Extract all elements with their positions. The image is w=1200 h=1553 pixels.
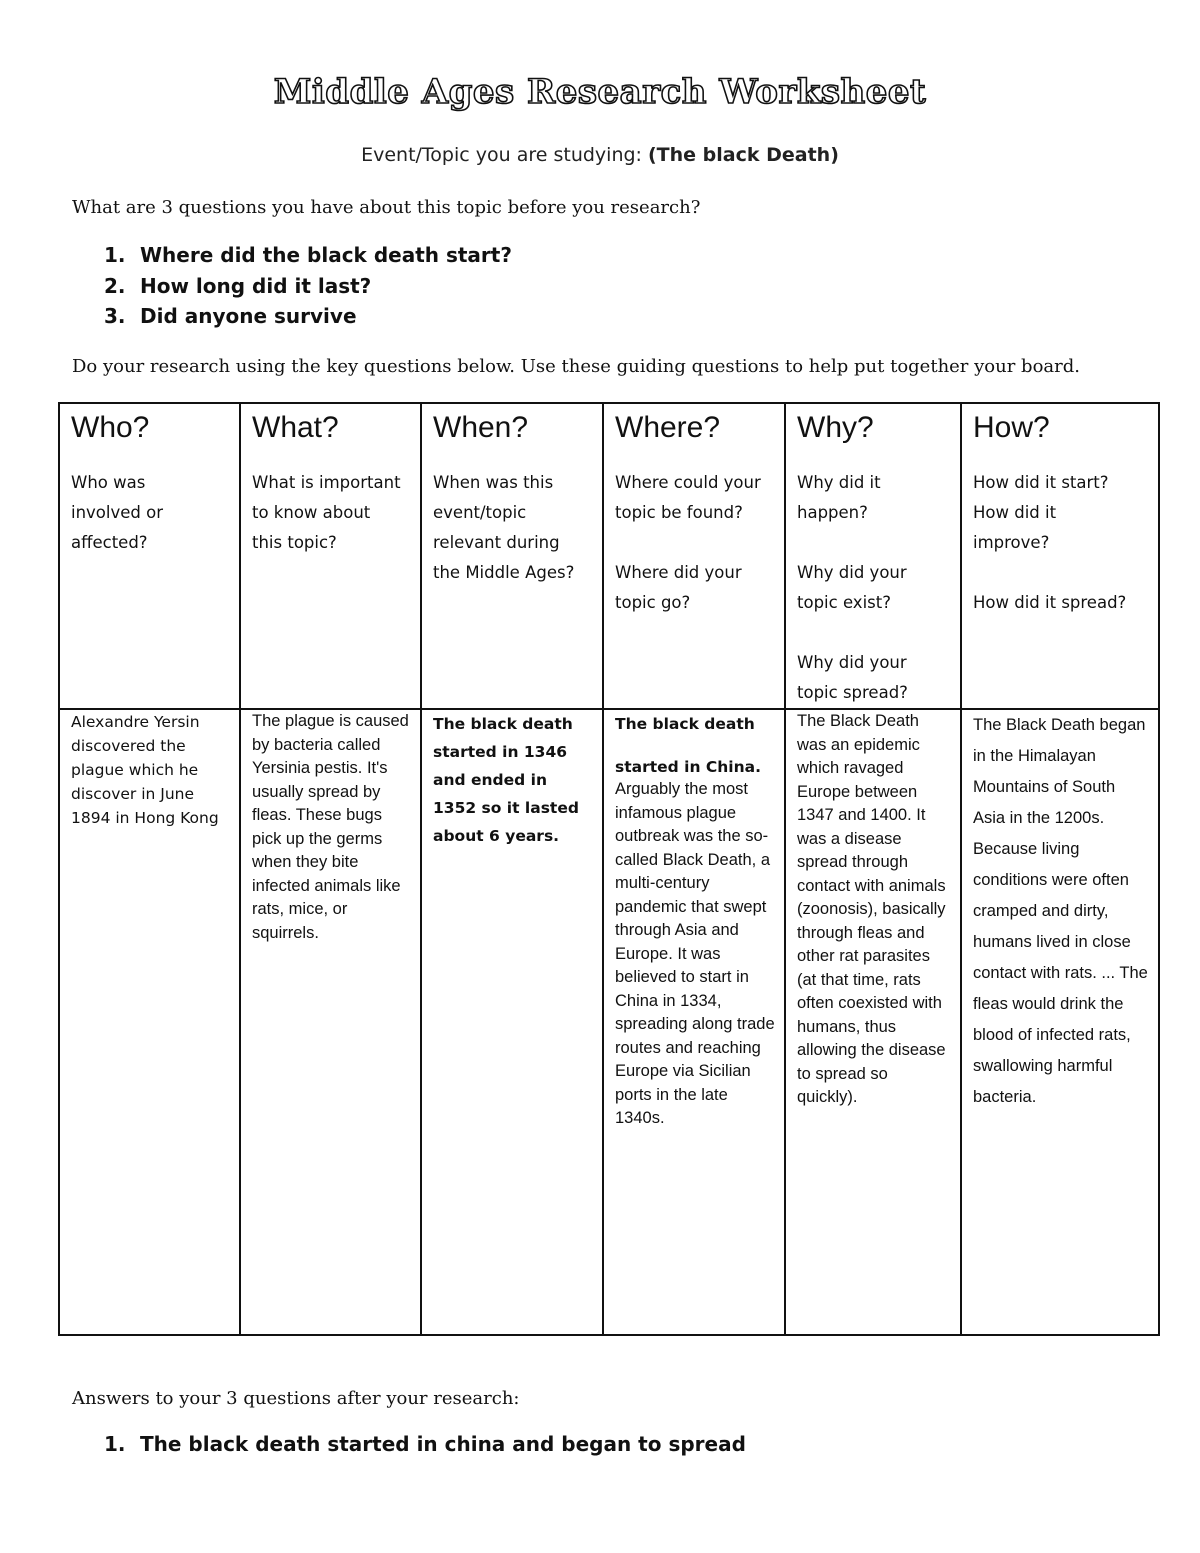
header-cell-where xyxy=(603,403,785,709)
answer-text: Arguably the most infamous plague outbreak was the so-called Black Death, a multi-century pandemic that swept through Asia and Europe. It was believed to start in China in 1334, spreading along trade routes and reaching Europe via Sicilian ports in the late 1340s. xyxy=(615,780,775,1127)
post-answer-item: 1. The black death started in china and began to spread xyxy=(104,1432,746,1456)
answer-text: The Black Death began in the Himalayan Mountains of South Asia in the 1200s. Because living conditions were often cramped and dirty, humans lived in close contact with rats. ... The fleas would drink the blood of infected rats, swallowing harmful bacteria. xyxy=(973,716,1148,1106)
answer-cell-what xyxy=(240,709,421,1335)
header-cell-when xyxy=(421,403,603,709)
column-heading: How? xyxy=(973,411,1050,444)
topic-line xyxy=(0,144,1200,166)
answer-lead: The black death xyxy=(615,715,755,733)
table-header-row xyxy=(59,403,1159,709)
answer-text: Alexandre Yersin discovered the plague which he discover in June 1894 in Hong Kong xyxy=(71,713,219,827)
pre-questions-prompt: What are 3 questions you have about this topic before you research? xyxy=(72,197,701,218)
research-prompt: Do your research using the key questions below. Use these guiding questions to help put together your board. xyxy=(72,356,1080,377)
guiding-question: How did it start? How did it improve? How did it spread? xyxy=(973,473,1127,612)
header-cell-what xyxy=(240,403,421,709)
header-cell-how xyxy=(961,403,1159,709)
answer-cell-where xyxy=(603,709,785,1335)
column-heading: When? xyxy=(433,411,529,444)
guiding-question: Who was involved or affected? xyxy=(71,473,163,552)
page-title: Middle Ages Research Worksheet xyxy=(273,72,927,112)
header-cell-why xyxy=(785,403,961,709)
answer-cell-why xyxy=(785,709,961,1335)
column-heading: Why? xyxy=(797,411,874,444)
column-heading: What? xyxy=(252,411,339,444)
answer-text: The Black Death was an epidemic which ravaged Europe between 1347 and 1400. It was a disease spread through contact with animals (zoonosis), basically through fleas and other rat parasites (at that time, rats often coexisted with humans, thus allowing the disease to spread so quickly). xyxy=(797,712,946,1106)
topic-value: (The black Death) xyxy=(648,144,839,166)
list-item: 1. Where did the black death start? xyxy=(104,243,512,267)
header-cell-who xyxy=(59,403,240,709)
post-questions-prompt: Answers to your 3 questions after your research: xyxy=(72,1388,520,1409)
topic-label: Event/Topic you are studying: xyxy=(361,144,642,166)
list-item: 3. Did anyone survive xyxy=(104,304,357,328)
list-item: 2. How long did it last? xyxy=(104,273,372,298)
answer-cell-when xyxy=(421,709,603,1335)
pre-questions-list xyxy=(104,240,512,332)
answer-cell-how xyxy=(961,709,1159,1335)
table-answer-row xyxy=(59,709,1159,1335)
column-heading: Where? xyxy=(615,411,721,444)
answer-text: The plague is caused by bacteria called Yersinia pestis. It's usually spread by fleas. These bugs pick up the germs when they bite infected animals like rats, mice, or squirrels. xyxy=(252,712,409,942)
guiding-question: Why did it happen? Why did your topic exist? Why did your topic spread? xyxy=(797,473,908,702)
research-table xyxy=(58,402,1160,1336)
answer-lead-2: started in China. xyxy=(615,758,762,776)
guiding-question: What is important to know about this topic? xyxy=(252,473,401,552)
guiding-question: When was this event/topic relevant during the Middle Ages? xyxy=(433,473,575,582)
answer-text: The black death started in 1346 and ended in 1352 so it lasted about 6 years. xyxy=(433,715,579,845)
answer-cell-who xyxy=(59,709,240,1335)
guiding-question: Where could your topic be found? Where did your topic go? xyxy=(615,473,761,612)
column-heading: Who? xyxy=(71,411,150,444)
